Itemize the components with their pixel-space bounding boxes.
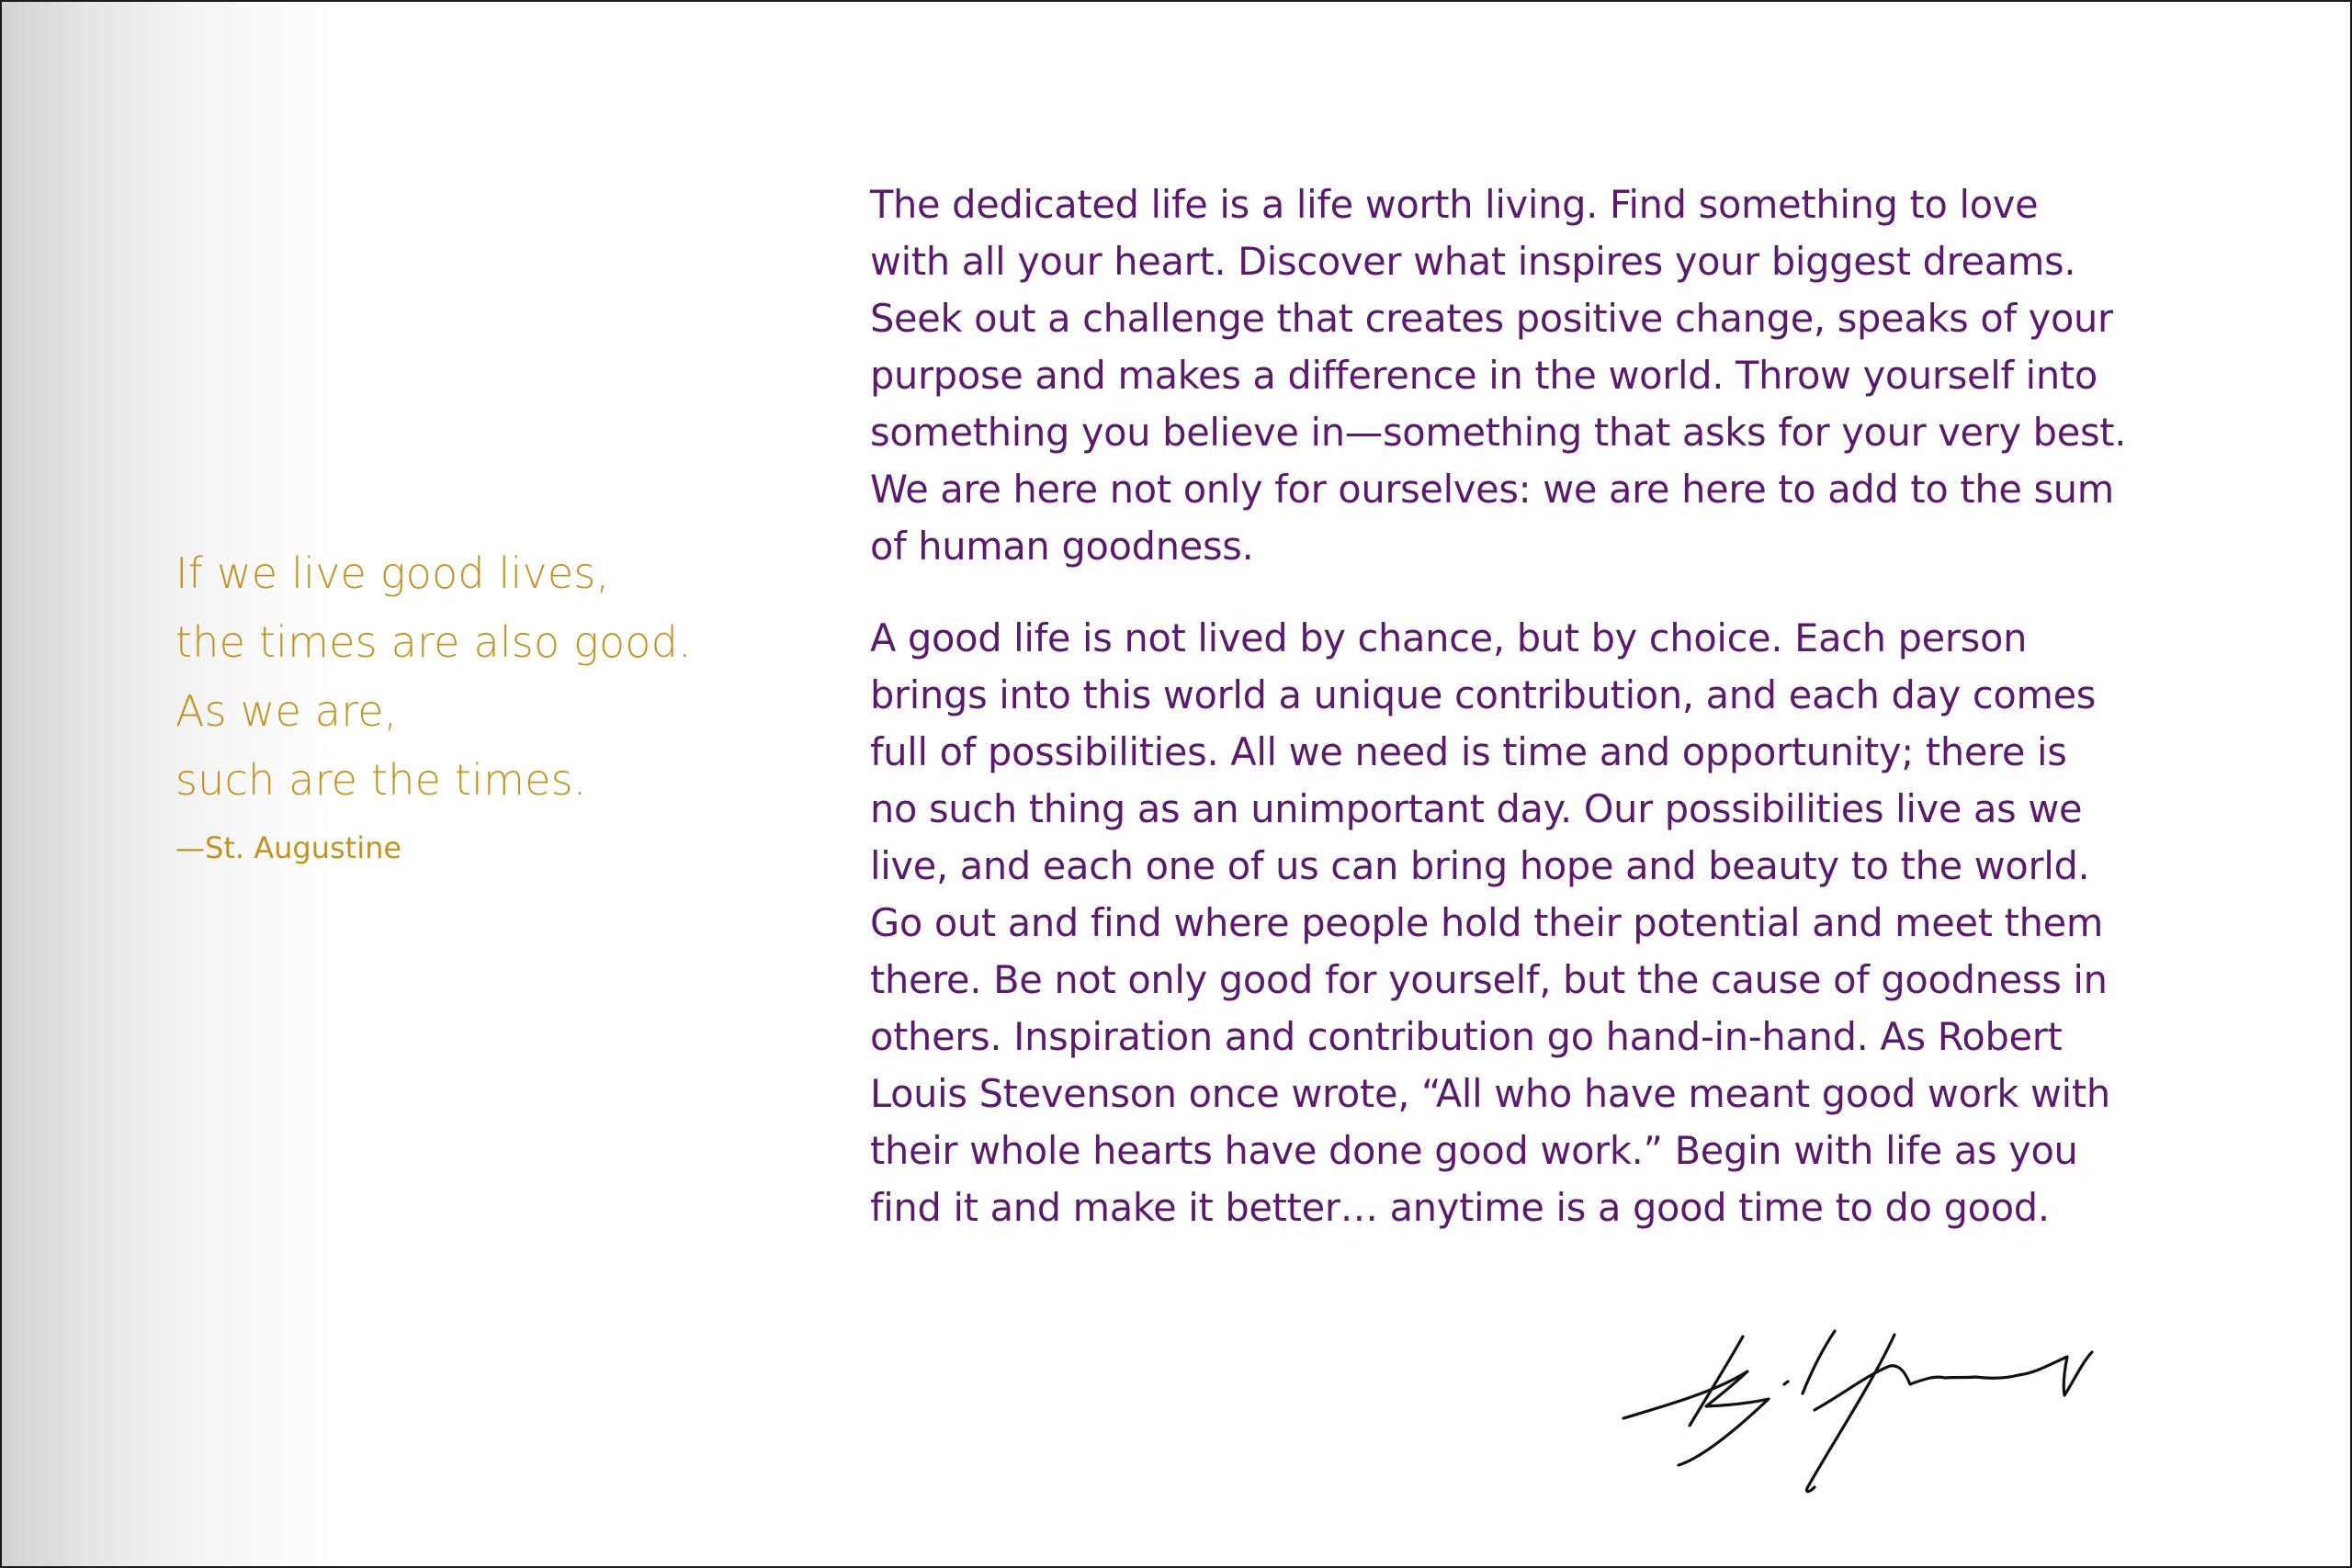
epigraph-line: such are the times. — [175, 755, 587, 805]
text-line: Seek out a challenge that creates positive change, speaks of your — [870, 296, 2113, 341]
text-line: their whole hearts have done good work.” Begin with life as you — [870, 1128, 2078, 1173]
epigraph-line: If we live good lives, — [175, 548, 610, 598]
text-line: find it and make it better… anytime is a good time to do good. — [870, 1185, 2050, 1230]
paragraph-2 — [870, 610, 2110, 1236]
epigraph-line: the times are also good. — [175, 617, 692, 667]
text-line: brings into this world a unique contribution, and each day comes — [870, 672, 2097, 717]
text-line: there. Be not only good for yourself, but the cause of goodness in — [870, 957, 2108, 1002]
text-line: A good life is not lived by chance, but by choice. Each person — [870, 615, 2028, 660]
text-line: with all your heart. Discover what inspires your biggest dreams. — [870, 239, 2076, 284]
text-line: live, and each one of us can bring hope and beauty to the world. — [870, 843, 2090, 888]
text-line: of human goodness. — [870, 524, 1254, 569]
text-line: something you believe in—something that asks for your very best. — [870, 410, 2127, 455]
epigraph-attribution: —St. Augustine — [175, 830, 402, 865]
text-line: no such thing as an unimportant day. Our possibilities live as we — [870, 786, 2083, 831]
paragraph-1 — [870, 176, 2127, 575]
text-line: The dedicated life is a life worth living. Find something to love — [870, 182, 2039, 227]
epigraph-line: As we are, — [175, 686, 398, 736]
text-line: purpose and makes a difference in the world. Throw yourself into — [870, 353, 2098, 398]
epigraph-lines — [175, 539, 819, 815]
epigraph-quote — [175, 539, 819, 866]
body-text — [870, 176, 2127, 1271]
text-line: We are here not only for ourselves: we are here to add to the sum — [870, 467, 2114, 512]
text-line: full of possibilities. All we need is time and opportunity; there is — [870, 729, 2067, 774]
handwritten-signature — [1614, 1311, 2110, 1513]
text-line: Louis Stevenson once wrote, “All who have meant good work with — [870, 1071, 2110, 1116]
text-line: Go out and find where people hold their potential and meet them — [870, 900, 2103, 945]
text-line: others. Inspiration and contribution go hand-in-hand. As Robert — [870, 1014, 2063, 1059]
